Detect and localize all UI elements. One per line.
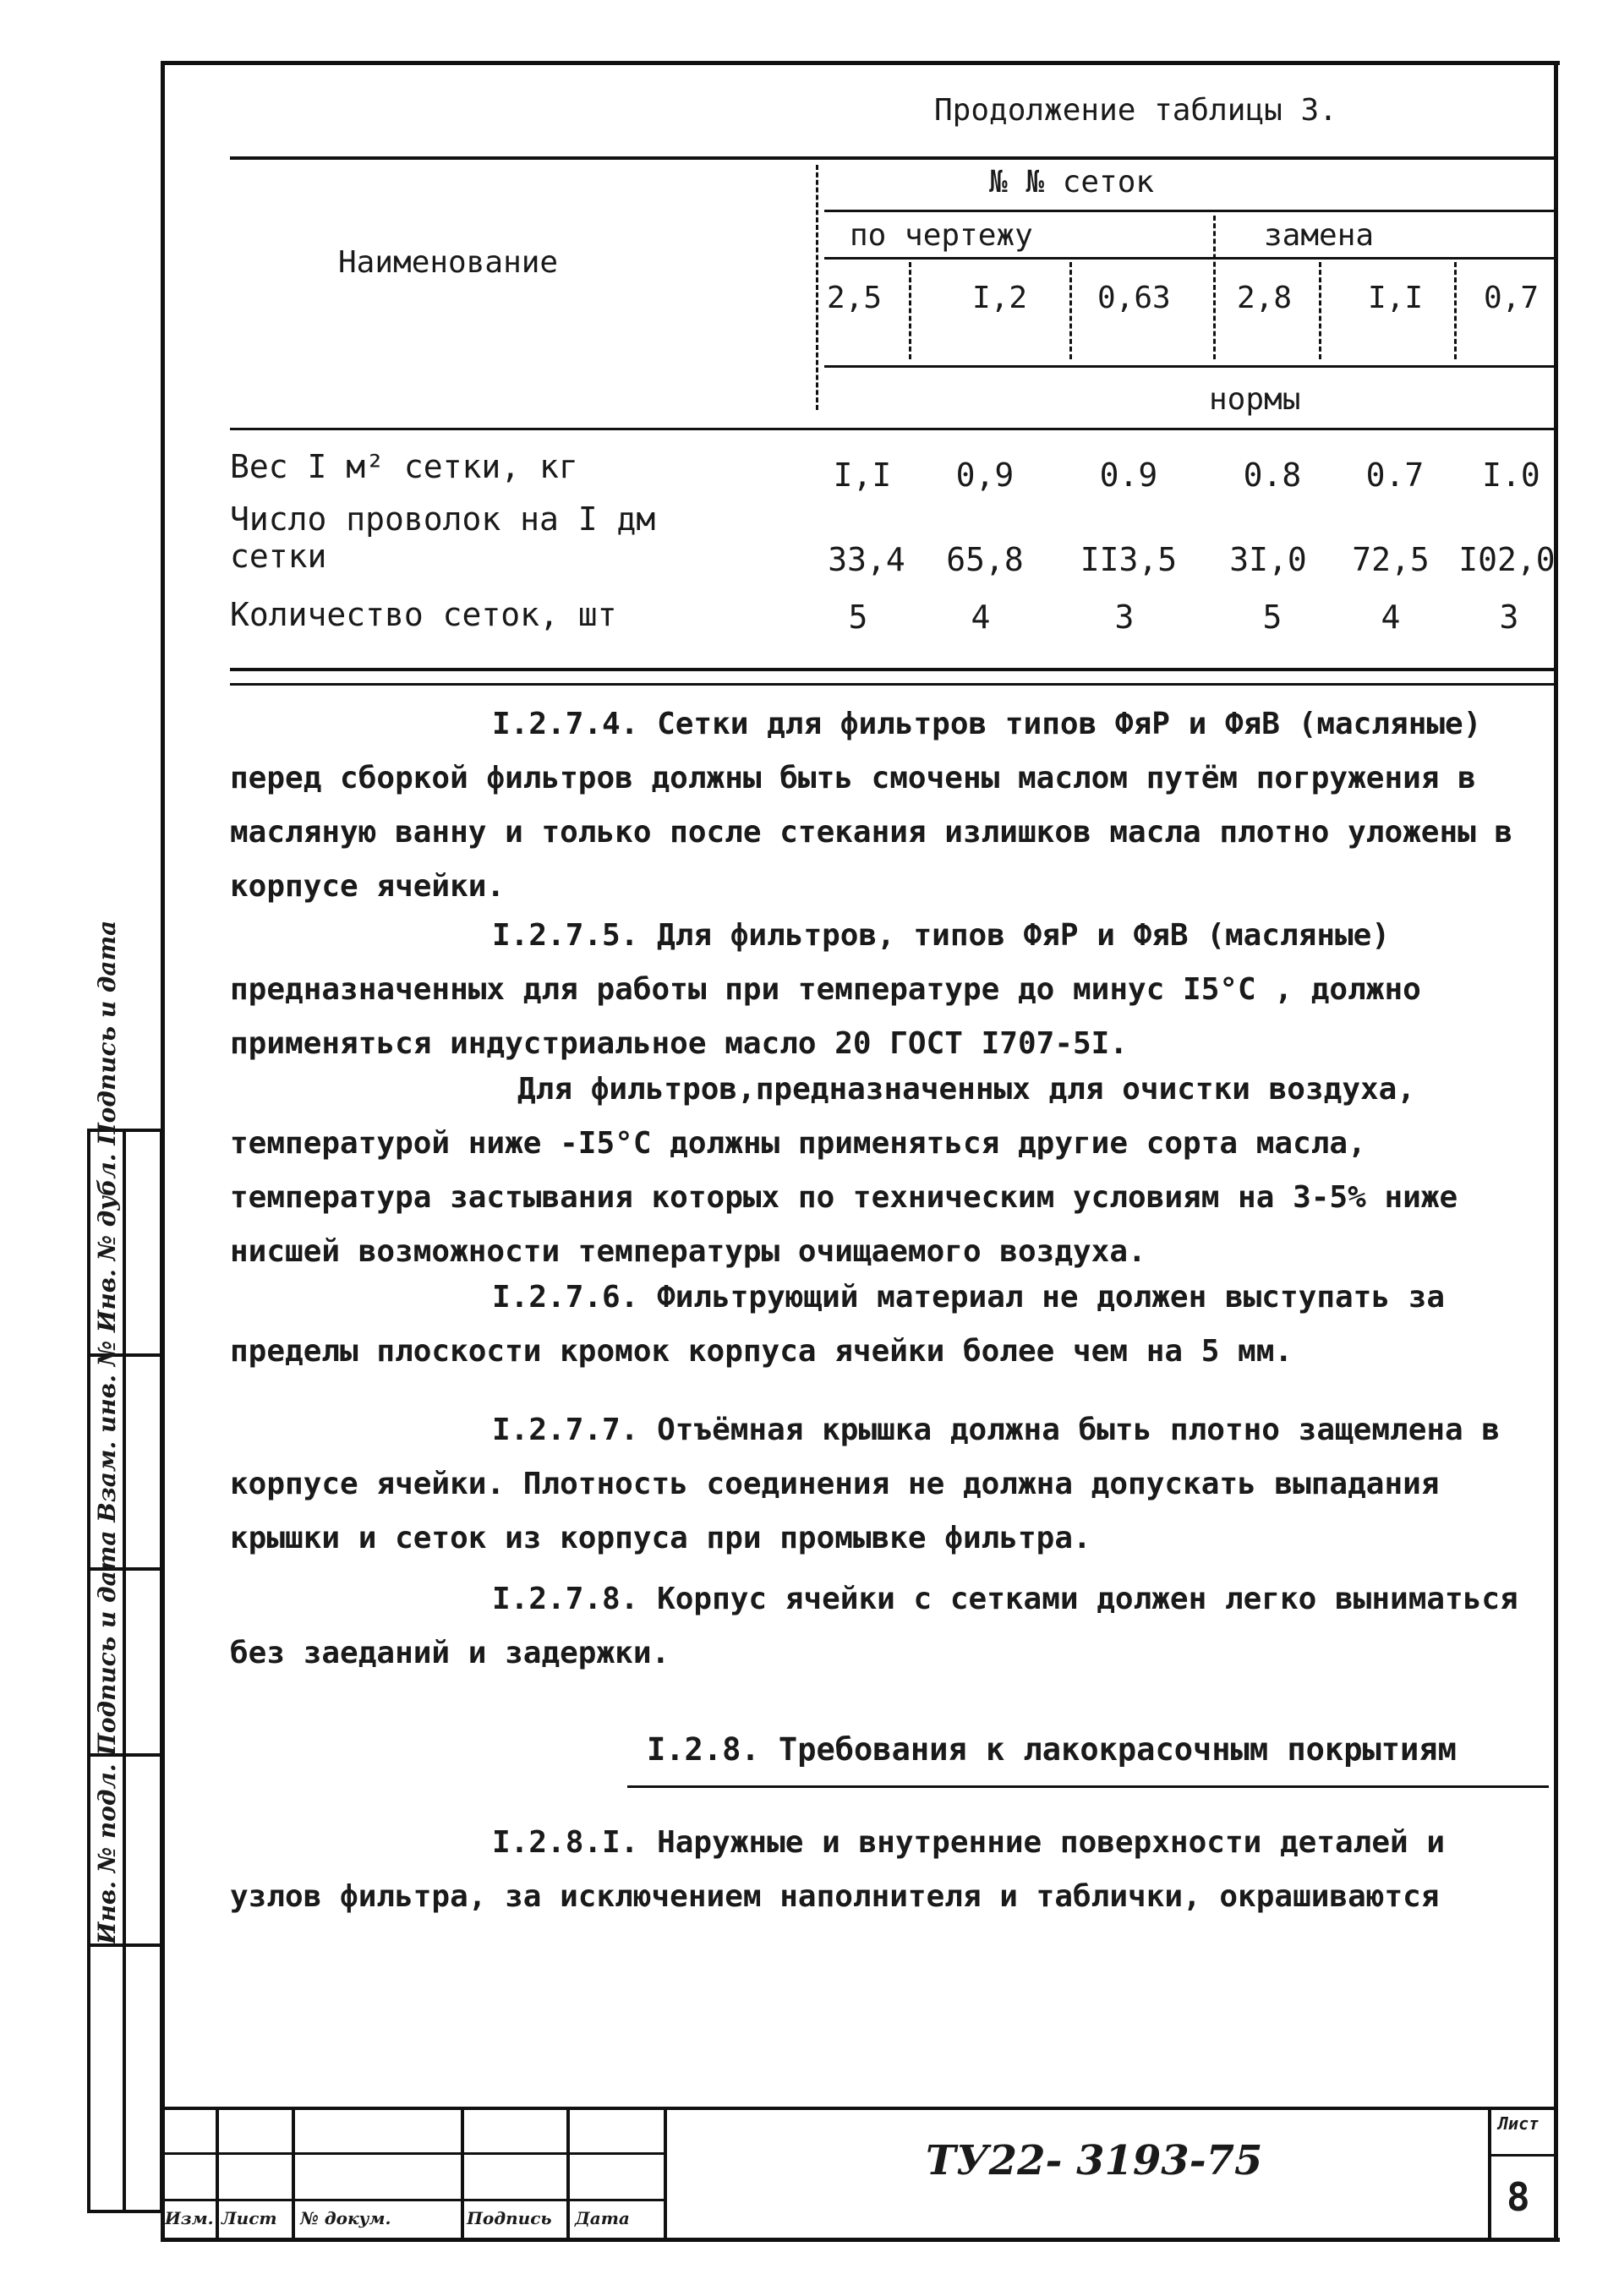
col-divider	[1213, 216, 1218, 359]
cell: 65,8	[946, 541, 1024, 578]
table-bottom-rule-2	[230, 683, 1556, 686]
header-rule-3	[824, 365, 1556, 368]
table-bottom-rule	[230, 668, 1556, 671]
paragraph-text: I.2.8.I. Наружные и внутренние поверхности деталей и узлов фильтра, за исключением наполнителя и таблички, окрашиваются	[230, 1825, 1446, 1914]
paragraph-1-2-8-1	[230, 1816, 1523, 1924]
cell: 0,9	[955, 456, 1015, 494]
title-block-row	[161, 2152, 664, 2155]
cell: 72,5	[1352, 541, 1430, 578]
paragraph-1-2-7-4	[230, 697, 1523, 914]
header-bottom-rule	[230, 428, 1556, 430]
size-cell: I,I	[1368, 281, 1424, 315]
cell: 3I,0	[1229, 541, 1307, 578]
table-caption: Продолжение таблицы 3.	[934, 93, 1337, 128]
size-cell: I,2	[972, 281, 1028, 315]
col-divider	[816, 165, 821, 410]
signature-label: Изм.	[165, 2208, 214, 2228]
cell: 0.9	[1099, 456, 1158, 494]
paragraph-text: I.2.7.8. Корпус ячейки с сетками должен легко выниматься без заеданий и задержки.	[230, 1582, 1518, 1670]
cell: 33,4	[828, 541, 905, 578]
paragraph-text: I.2.7.7. Отъёмная крышка должна быть плотно защемлена в корпусе ячейки. Плотность соединения не должна допускать выпадания крышки и сеток из корпуса при промывке фильтра.	[230, 1413, 1501, 1555]
paragraph-1-2-7-8	[230, 1572, 1523, 1681]
cell: I,I	[833, 456, 892, 494]
side-stamp-labels: Инв. № подл. Подпись и дата Взам. инв. № Инв. № дубл. Подпись и дата	[93, 920, 121, 1944]
paragraph-text: Для фильтров,предназначенных для очистки воздуха, температурой ниже -I5°С должны применяться другие сорта масла, температура застывания которых по техническим условиям на 3-5% ниже нисшей возможности температуры очищаемого воздуха.	[230, 1072, 1458, 1269]
col-divider	[1454, 262, 1459, 359]
paragraph-text: I.2.7.4. Сетки для фильтров типов ФяР и ФяВ (масляные) перед сборкой фильтров должны быть смочены маслом путём погружения в масляную ванну и только после стекания излишков масла плотно уложены в корпусе ячейки.	[230, 707, 1513, 904]
cell: 0.7	[1365, 456, 1425, 494]
col-divider	[909, 262, 914, 359]
cell: I02,0	[1458, 541, 1556, 578]
header-drawing: по чертежу	[850, 218, 1033, 253]
document-number: ТУ22- 3193-75	[926, 2137, 1263, 2184]
paragraph-1-2-7-5	[230, 909, 1523, 1071]
row-label-weight: Вес I м² сетки, кг	[230, 448, 578, 485]
paragraph-oil	[230, 1063, 1523, 1279]
section-title-underline	[627, 1785, 1549, 1788]
cell: I.0	[1482, 456, 1540, 494]
header-replacement: замена	[1264, 218, 1375, 253]
sheet-label: Лист	[1498, 2113, 1540, 2134]
sheet-box-rule	[1488, 2154, 1558, 2157]
cell: 4	[971, 599, 991, 636]
col-divider	[1319, 262, 1324, 359]
side-stamp-divider	[123, 1132, 126, 2210]
cell: 5	[1262, 599, 1283, 636]
cell: II3,5	[1080, 541, 1178, 578]
paragraph-1-2-7-6	[230, 1271, 1523, 1379]
header-norms: нормы	[1209, 382, 1301, 417]
cell: 4	[1381, 599, 1401, 636]
size-cell: 2,5	[827, 281, 883, 315]
header-name: Наименование	[338, 245, 559, 280]
col-divider	[1069, 262, 1075, 359]
header-group: № № сеток	[989, 165, 1155, 200]
page-frame-right	[1554, 61, 1558, 2242]
row-label-wires: Число проволок на I дм сетки	[230, 500, 656, 575]
title-block-row	[161, 2199, 664, 2201]
section-title-1-2-8: I.2.8. Требования к лакокрасочным покрытиям	[647, 1731, 1457, 1768]
signature-label: Лист	[222, 2208, 277, 2228]
cell: 5	[848, 599, 868, 636]
cell: 0.8	[1243, 456, 1302, 494]
signature-label: Дата	[575, 2208, 630, 2228]
cell: 3	[1499, 599, 1519, 636]
size-cell: 0,63	[1097, 281, 1171, 315]
header-rule-2	[824, 257, 1556, 260]
paragraph-text: I.2.7.6. Фильтрующий материал не должен выступать за пределы плоскости кромок корпуса ячейки более чем на 5 мм.	[230, 1280, 1446, 1369]
size-cell: 2,8	[1237, 281, 1293, 315]
paragraph-1-2-7-7	[230, 1403, 1523, 1566]
header-rule-1	[824, 210, 1556, 212]
cell: 3	[1114, 599, 1135, 636]
size-cell: 0,7	[1484, 281, 1540, 315]
table-top-rule	[230, 156, 1556, 160]
sheet-number: 8	[1507, 2174, 1530, 2220]
signature-label: № докум.	[300, 2208, 391, 2228]
signature-label: Подпись	[467, 2208, 552, 2228]
row-label-count: Количество сеток, шт	[230, 596, 617, 633]
paragraph-text: I.2.7.5. Для фильтров, типов ФяР и ФяВ (масляные) предназначенных для работы при температуре до минус I5°С , должно применяться индустриальное масло 20 ГОСТ I707-5I.	[230, 918, 1421, 1061]
